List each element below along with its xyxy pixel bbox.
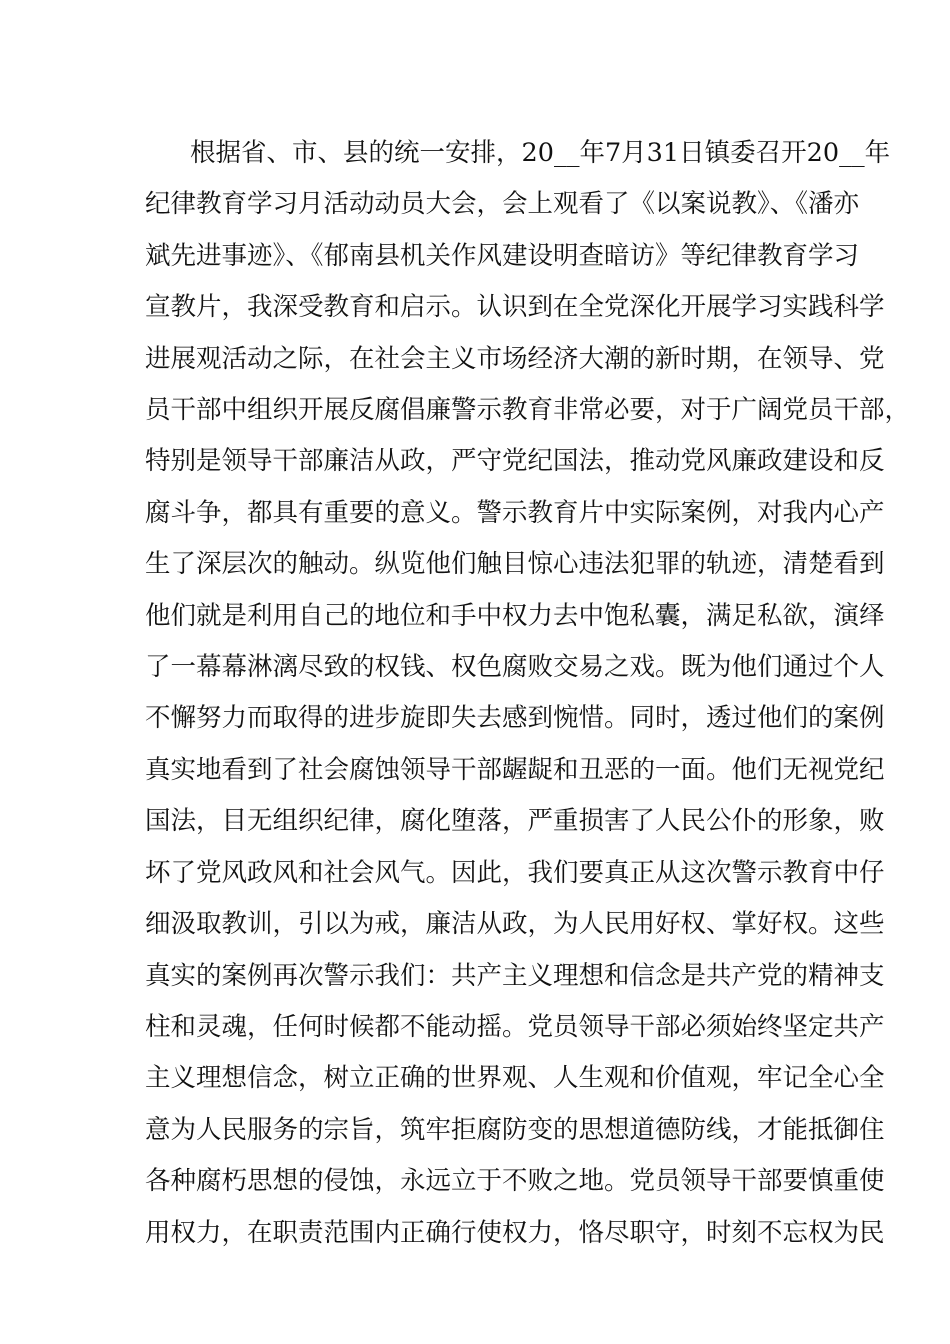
paragraph-line: 意为人民服务的宗旨，筑牢拒腐防变的思想道德防线，才能抵御住 (145, 1114, 885, 1145)
paragraph-line: 员干部中组织开展反腐倡廉警示教育非常必要，对于广阔党员干部， (145, 395, 911, 426)
paragraph-line: 宣教片，我深受教育和启示。认识到在全党深化开展学习实践科学 (145, 292, 885, 323)
paragraph-line: 主义理想信念，树立正确的世界观、人生观和价值观，牢记全心全 (145, 1063, 885, 1094)
paragraph-line: 细汲取教训，引以为戒，廉洁从政，为人民用好权、掌好权。这些 (145, 909, 885, 940)
body-paragraph (145, 128, 911, 1259)
paragraph-line: 斌先进事迹》、《郁南县机关作风建设明查暗访》等纪律教育学习 (145, 240, 860, 271)
paragraph-line: 根据省、市、县的统一安排，20__年7月31日镇委召开20__年 (190, 138, 891, 168)
paragraph-line: 了一幕幕淋漓尽致的权钱、权色腐败交易之戏。既为他们通过个人 (145, 652, 885, 683)
paragraph-line: 生了深层次的触动。纵览他们触目惊心违法犯罪的轨迹，清楚看到 (145, 549, 885, 580)
paragraph-line: 各种腐朽思想的侵蚀，永远立于不败之地。党员领导干部要慎重使 (145, 1166, 885, 1197)
paragraph-line: 坏了党风政风和社会风气。因此，我们要真正从这次警示教育中仔 (145, 857, 885, 888)
paragraph-line: 进展观活动之际，在社会主义市场经济大潮的新时期，在领导、党 (145, 343, 885, 374)
paragraph-line: 纪律教育学习月活动动员大会，会上观看了《以案说教》、《潘亦 (145, 189, 860, 220)
paragraph-line: 不懈努力而取得的进步旋即失去感到惋惜。同时，透过他们的案例 (145, 703, 885, 734)
paragraph-line: 真实地看到了社会腐蚀领导干部龌龊和丑恶的一面。他们无视党纪 (145, 754, 885, 785)
paragraph-line: 柱和灵魂，任何时候都不能动摇。党员领导干部必须始终坚定共产 (145, 1011, 885, 1042)
paragraph-line: 国法，目无组织纪律，腐化堕落，严重损害了人民公仆的形象，败 (145, 806, 885, 837)
paragraph-line: 用权力，在职责范围内正确行使权力，恪尽职守，时刻不忘权为民 (145, 1217, 885, 1248)
paragraph-line: 腐斗争，都具有重要的意义。警示教育片中实际案例，对我内心产 (145, 497, 885, 528)
paragraph-line: 他们就是利用自己的地位和手中权力去中饱私囊，满足私欲，演绎 (145, 600, 885, 631)
paragraph-line: 真实的案例再次警示我们：共产主义理想和信念是共产党的精神支 (145, 960, 885, 991)
paragraph-line: 特别是领导干部廉洁从政，严守党纪国法，推动党风廉政建设和反 (145, 446, 885, 477)
